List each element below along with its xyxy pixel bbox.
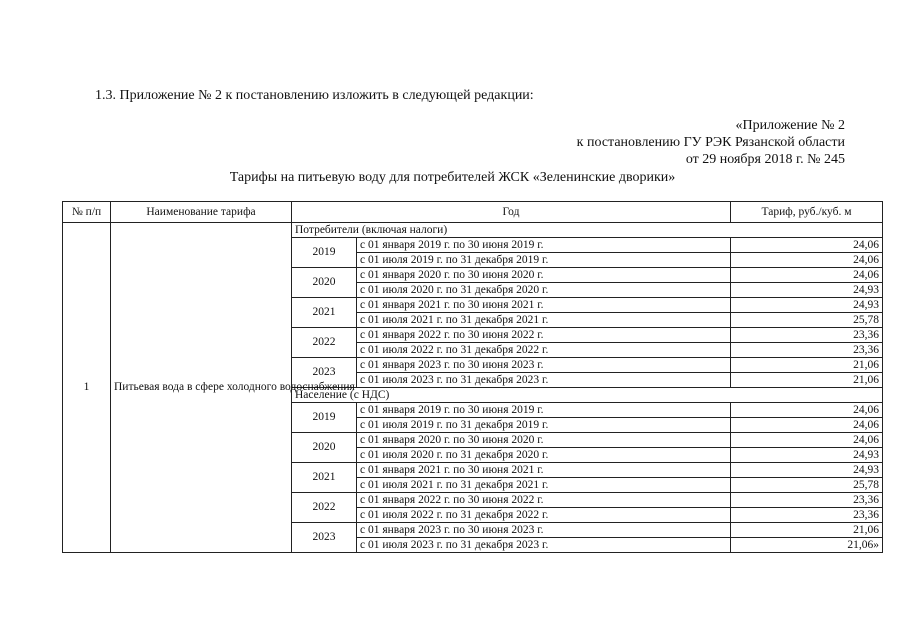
header-year: Год — [292, 202, 731, 223]
period-cell: с 01 января 2019 г. по 30 июня 2019 г. — [357, 238, 731, 253]
rate-cell: 23,36 — [731, 493, 883, 508]
rate-cell: 21,06 — [731, 373, 883, 388]
rate-cell: 23,36 — [731, 508, 883, 523]
document-title: Тарифы на питьевую воду для потребителей ЖСК «Зеленинские дворики» — [229, 170, 676, 185]
period-cell: с 01 января 2019 г. по 30 июня 2019 г. — [357, 403, 731, 418]
rate-cell: 24,93 — [731, 463, 883, 478]
group-label: Население (с НДС) — [292, 388, 883, 403]
period-cell: с 01 июля 2022 г. по 31 декабря 2022 г. — [357, 508, 731, 523]
period-cell: с 01 июля 2020 г. по 31 декабря 2020 г. — [357, 448, 731, 463]
appendix-line-2: к постановлению ГУ РЭК Рязанской области — [576, 135, 845, 150]
rate-cell: 24,06 — [731, 253, 883, 268]
period-cell: с 01 января 2022 г. по 30 июня 2022 г. — [357, 328, 731, 343]
rate-cell: 21,06» — [731, 538, 883, 553]
rate-cell: 24,93 — [731, 298, 883, 313]
period-cell: с 01 июля 2019 г. по 31 декабря 2019 г. — [357, 418, 731, 433]
header-rate: Тариф, руб./куб. м — [731, 202, 883, 223]
tariff-table — [62, 201, 883, 553]
appendix-heading — [485, 117, 845, 168]
rate-cell: 21,06 — [731, 523, 883, 538]
row-number: 1 — [63, 223, 111, 553]
period-cell: с 01 января 2021 г. по 30 июня 2021 г. — [357, 463, 731, 478]
period-cell: с 01 июля 2023 г. по 31 декабря 2023 г. — [357, 373, 731, 388]
period-cell: с 01 января 2023 г. по 30 июня 2023 г. — [357, 523, 731, 538]
rate-cell: 24,06 — [731, 268, 883, 283]
group-label: Потребители (включая налоги) — [292, 223, 883, 238]
group-row — [63, 223, 883, 238]
tariff-table-body — [63, 223, 883, 553]
year-cell: 2023 — [292, 358, 357, 388]
period-cell: с 01 июля 2019 г. по 31 декабря 2019 г. — [357, 253, 731, 268]
appendix-line-3: от 29 ноября 2018 г. № 245 — [685, 152, 845, 167]
period-cell: с 01 января 2023 г. по 30 июня 2023 г. — [357, 358, 731, 373]
tariff-name: Питьевая вода в сфере холодного водоснабжения — [111, 223, 292, 553]
header-number: № п/п — [63, 202, 111, 223]
rate-cell: 21,06 — [731, 358, 883, 373]
year-cell: 2019 — [292, 238, 357, 268]
period-cell: с 01 июля 2021 г. по 31 декабря 2021 г. — [357, 313, 731, 328]
period-cell: с 01 июля 2022 г. по 31 декабря 2022 г. — [357, 343, 731, 358]
year-cell: 2020 — [292, 268, 357, 298]
rate-cell: 23,36 — [731, 328, 883, 343]
year-cell: 2021 — [292, 298, 357, 328]
period-cell: с 01 января 2020 г. по 30 июня 2020 г. — [357, 433, 731, 448]
rate-cell: 24,06 — [731, 433, 883, 448]
rate-cell: 25,78 — [731, 313, 883, 328]
intro-text: 1.3. Приложение № 2 к постановлению изложить в следующей редакции: — [95, 88, 534, 103]
header-tariff-name: Наименование тарифа — [111, 202, 292, 223]
period-cell: с 01 июля 2021 г. по 31 декабря 2021 г. — [357, 478, 731, 493]
period-cell: с 01 января 2021 г. по 30 июня 2021 г. — [357, 298, 731, 313]
year-cell: 2022 — [292, 328, 357, 358]
year-cell: 2019 — [292, 403, 357, 433]
appendix-line-1: «Приложение № 2 — [735, 118, 845, 133]
year-cell: 2022 — [292, 493, 357, 523]
rate-cell: 23,36 — [731, 343, 883, 358]
period-cell: с 01 января 2022 г. по 30 июня 2022 г. — [357, 493, 731, 508]
rate-cell: 24,06 — [731, 418, 883, 433]
period-cell: с 01 июля 2023 г. по 31 декабря 2023 г. — [357, 538, 731, 553]
rate-cell: 24,93 — [731, 448, 883, 463]
period-cell: с 01 июля 2020 г. по 31 декабря 2020 г. — [357, 283, 731, 298]
table-header-row — [63, 202, 883, 223]
rate-cell: 24,06 — [731, 403, 883, 418]
year-cell: 2021 — [292, 463, 357, 493]
period-cell: с 01 января 2020 г. по 30 июня 2020 г. — [357, 268, 731, 283]
year-cell: 2023 — [292, 523, 357, 553]
rate-cell: 24,93 — [731, 283, 883, 298]
rate-cell: 25,78 — [731, 478, 883, 493]
rate-cell: 24,06 — [731, 238, 883, 253]
year-cell: 2020 — [292, 433, 357, 463]
